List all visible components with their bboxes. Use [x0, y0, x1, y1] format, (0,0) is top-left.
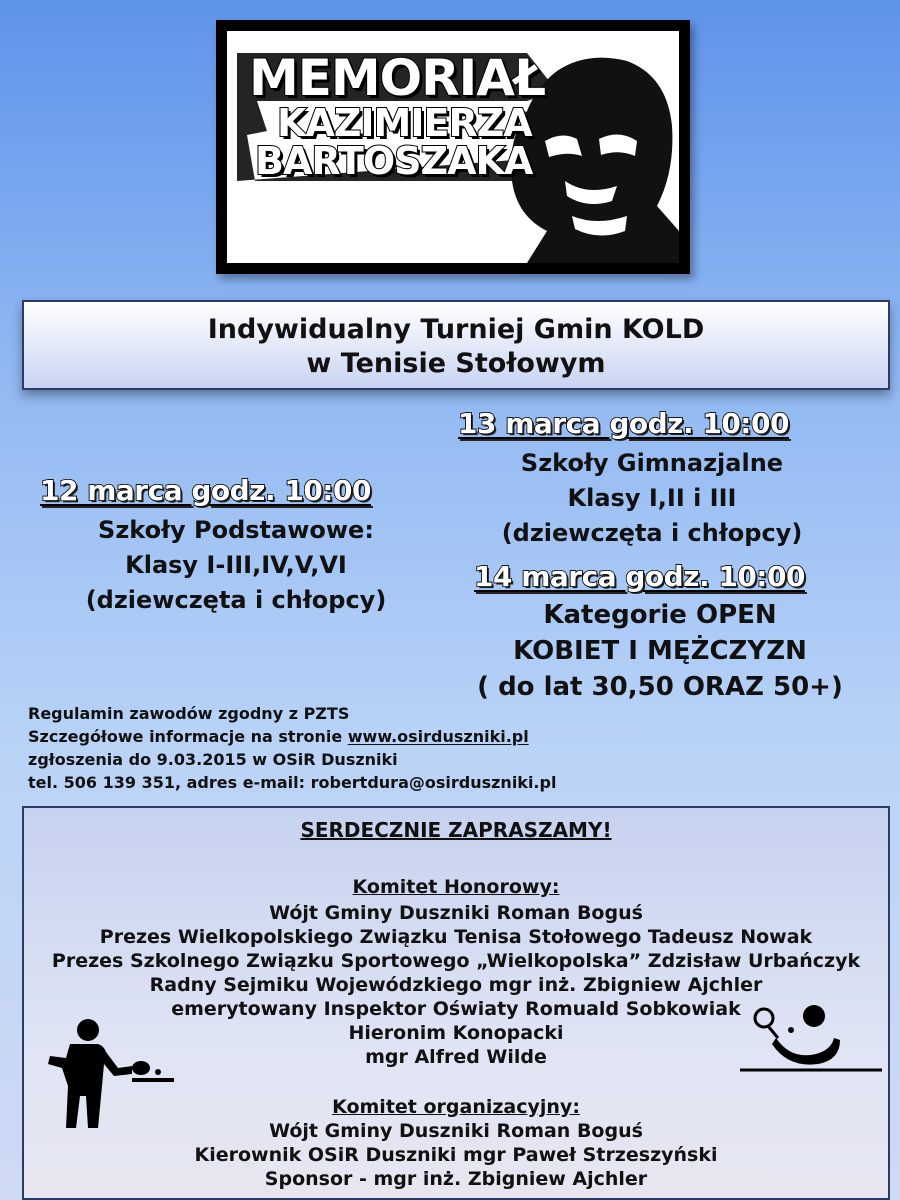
day-3-line: KOBIET I MĘŻCZYZN	[513, 636, 807, 666]
table-tennis-player-icon	[40, 1016, 180, 1128]
date-day-3: 14 marca godz. 10:00	[474, 560, 805, 593]
invitation-box	[22, 806, 890, 1200]
details-prefix: Szczegółowe informacje na stronie	[28, 727, 348, 746]
title-line-1: Indywidualny Turniej Gmin KOLD	[207, 314, 705, 345]
honorary-member: Prezes Wielkopolskiego Związku Tenisa Stołowego Tadeusz Nowak	[99, 926, 813, 948]
day-3-line: Kategorie OPEN	[543, 600, 777, 630]
day-2-line: Szkoły Gimnazjalne	[520, 449, 784, 477]
honorary-member: Prezes Szkolnego Związku Sportowego „Wielkopolska” Zdzisław Urbańczyk	[51, 950, 861, 972]
day-1-line: Klasy I-III,IV,V,VI	[125, 551, 347, 579]
day-2-line: (dziewczęta i chłopcy)	[501, 519, 803, 547]
phone-email-line: tel. 506 139 351, adres e-mail: robertdura@osirduszniki.pl	[28, 773, 557, 792]
honorary-member: emerytowany Inspektor Oświaty Romuald Sobkowiak	[171, 998, 741, 1020]
logo-line-3: BARTOSZAKA	[255, 139, 533, 183]
day-2-line: Klasy I,II i III	[567, 484, 737, 512]
logo-line-1: MEMORIAŁ	[249, 49, 546, 107]
honorary-member: Radny Sejmiku Wojewódzkiego mgr inż. Zbigniew Ajchler	[149, 974, 763, 996]
details-line	[28, 725, 556, 748]
honorary-committee-heading: Komitet Honorowy:	[352, 876, 560, 898]
day-1-details	[36, 513, 436, 618]
invite-heading: SERDECZNIE ZAPRASZAMY!	[300, 818, 612, 842]
day-1-line: Szkoły Podstawowe:	[98, 516, 374, 544]
date-day-1: 12 marca godz. 10:00	[40, 474, 371, 507]
rules-line: Regulamin zawodów zgodny z PZTS	[28, 704, 350, 723]
memorial-logo	[216, 20, 690, 274]
organizing-member: Sponsor - mgr inż. Zbigniew Ajchler	[264, 1168, 648, 1190]
honorary-member: Wójt Gminy Duszniki Roman Boguś	[269, 902, 643, 924]
day-3-line: ( do lat 30,50 ORAZ 50+)	[477, 672, 843, 702]
honorary-member: mgr Alfred Wilde	[365, 1046, 547, 1068]
website-link[interactable]: www.osirduszniki.pl	[347, 727, 529, 746]
organizing-member: Kierownik OSiR Duszniki mgr Paweł Strzeszyński	[194, 1144, 718, 1166]
registration-line: zgłoszenia do 9.03.2015 w OSiR Duszniki	[28, 750, 398, 769]
date-day-2: 13 marca godz. 10:00	[458, 407, 789, 440]
table-tennis-player-icon	[736, 998, 886, 1078]
contact-info	[28, 702, 556, 794]
day-1-line: (dziewczęta i chłopcy)	[85, 586, 387, 614]
title-line-2: w Tenisie Stołowym	[306, 348, 606, 379]
organizing-committee-heading: Komitet organizacyjny:	[332, 1096, 580, 1118]
day-2-details	[452, 446, 852, 551]
tournament-title-box	[22, 300, 890, 390]
day-3-details	[440, 597, 880, 705]
organizing-member: Wójt Gminy Duszniki Roman Boguś	[269, 1120, 643, 1142]
logo-line-2: KAZIMIERZA	[277, 101, 532, 145]
honorary-member: Hieronim Konopacki	[348, 1022, 564, 1044]
